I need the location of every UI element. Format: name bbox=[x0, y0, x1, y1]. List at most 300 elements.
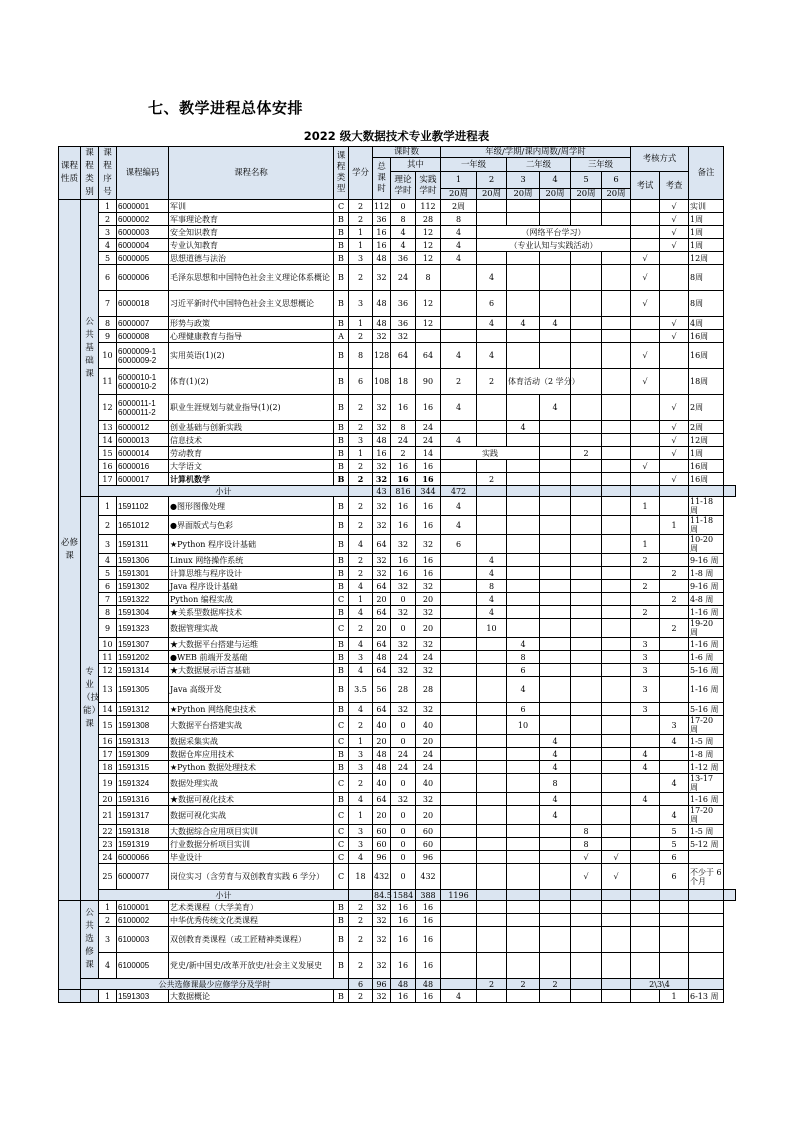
cell-total: 32 bbox=[373, 395, 391, 421]
cell-s2 bbox=[477, 761, 507, 774]
cell-s2: 4 bbox=[477, 567, 507, 580]
cell-s2 bbox=[477, 421, 507, 434]
cell-theory: 16 bbox=[391, 927, 416, 953]
cell-s2: 2 bbox=[477, 369, 507, 395]
cell-seq: 2 bbox=[99, 213, 117, 226]
cell-total: 32 bbox=[373, 567, 391, 580]
table-row bbox=[59, 825, 736, 838]
cell-name: 信息技术 bbox=[169, 434, 334, 447]
cell-s3 bbox=[507, 593, 540, 606]
cell-check: √ bbox=[660, 330, 689, 343]
cell-check: 6 bbox=[660, 864, 689, 890]
cell-s5 bbox=[571, 343, 602, 369]
cell-check bbox=[660, 677, 689, 703]
cell-s3 bbox=[507, 252, 540, 265]
cell-practice: 12 bbox=[416, 291, 441, 317]
cell-s6: √ bbox=[602, 851, 631, 864]
cell-s5 bbox=[571, 580, 602, 593]
table-row bbox=[59, 619, 736, 638]
cell-name: 形势与政策 bbox=[169, 317, 334, 330]
cell-note bbox=[689, 851, 724, 864]
cell-type: C bbox=[334, 716, 349, 735]
cell-theory: 24 bbox=[391, 748, 416, 761]
table-row bbox=[59, 953, 736, 979]
cell-s1 bbox=[441, 421, 477, 434]
cell-total: 108 bbox=[373, 369, 391, 395]
cell-s5 bbox=[571, 638, 602, 651]
cell-theory: 32 bbox=[391, 606, 416, 619]
cell-name: 劳动教育 bbox=[169, 447, 334, 460]
cell-exam: √ bbox=[631, 343, 660, 369]
cell-span123: 实践 bbox=[441, 447, 540, 460]
table-row bbox=[59, 213, 736, 226]
cell-seq: 20 bbox=[99, 793, 117, 806]
cell-practice: 472 bbox=[441, 486, 477, 497]
cell-s1 bbox=[441, 806, 477, 825]
cell-code: 6000001 bbox=[117, 200, 169, 213]
cell-theory: 0 bbox=[391, 200, 416, 213]
cell-exam bbox=[631, 213, 660, 226]
cell-check bbox=[660, 291, 689, 317]
cell-s5: √ bbox=[571, 851, 602, 864]
cell-name: ★Python 数据处理技术 bbox=[169, 761, 334, 774]
cell-exam bbox=[631, 447, 660, 460]
cell-total: 432 bbox=[373, 864, 391, 890]
cell-seq: 25 bbox=[99, 864, 117, 890]
cell-credit: 4 bbox=[349, 535, 373, 554]
cell-code: 6000017 bbox=[117, 473, 169, 486]
cell-s6 bbox=[602, 793, 631, 806]
cell-s6 bbox=[602, 638, 631, 651]
cell-check: 2 bbox=[660, 593, 689, 606]
cell-check bbox=[660, 265, 689, 291]
cell-type: A bbox=[334, 330, 349, 343]
cell-exam bbox=[631, 473, 660, 486]
cell-s5: 2 bbox=[571, 447, 602, 460]
cell-credit: 2 bbox=[349, 497, 373, 516]
cell-s4 bbox=[540, 716, 571, 735]
cell-exam: 2 bbox=[631, 554, 660, 567]
cell-theory: 0 bbox=[391, 825, 416, 838]
cell-label: 小计 bbox=[99, 890, 349, 901]
cell-exam bbox=[631, 806, 660, 825]
cell-credit: 4 bbox=[349, 664, 373, 677]
cell-s2 bbox=[477, 651, 507, 664]
cell-s5 bbox=[571, 567, 602, 580]
cell-name: 双创教育类课程（或工匠精神类课程） bbox=[169, 927, 334, 953]
cell-type: B bbox=[334, 793, 349, 806]
cell-practice: 112 bbox=[416, 200, 441, 213]
th-year3: 三年级 bbox=[571, 157, 631, 172]
cell-note: 1-16 周 bbox=[689, 606, 724, 619]
cell-s5: 8 bbox=[571, 838, 602, 851]
cell-s3 bbox=[507, 825, 540, 838]
cell-code: 6000004 bbox=[117, 239, 169, 252]
public-elective-label: 公共选修课 bbox=[81, 901, 99, 979]
cell-s6 bbox=[602, 606, 631, 619]
th-sem: 6 bbox=[602, 172, 631, 188]
cell-type: B bbox=[334, 990, 349, 1003]
cell-s2 bbox=[477, 735, 507, 748]
cell-exam bbox=[631, 200, 660, 213]
cell-note: 1-16 周 bbox=[689, 677, 724, 703]
cell-code: 1591312 bbox=[117, 703, 169, 716]
cell-type: B bbox=[334, 265, 349, 291]
cell-total: 48 bbox=[373, 748, 391, 761]
cell-s3 bbox=[507, 761, 540, 774]
cell-code: 6000066 bbox=[117, 851, 169, 864]
table-row bbox=[59, 914, 736, 927]
cell-name: ●图形图像处理 bbox=[169, 497, 334, 516]
th-weeks: 20周 bbox=[571, 188, 602, 200]
cell-check: 6 bbox=[660, 851, 689, 864]
cell-s1 bbox=[441, 864, 477, 890]
cell-s1 bbox=[441, 619, 477, 638]
cell-s5 bbox=[571, 473, 602, 486]
table-title: 2022 级大数据技术专业教学进程表 bbox=[303, 129, 490, 143]
cell-s1 bbox=[441, 838, 477, 851]
cell-code: 6000002 bbox=[117, 213, 169, 226]
cell-seq: 21 bbox=[99, 806, 117, 825]
cell-credit: 4 bbox=[349, 851, 373, 864]
cell-code: 1591318 bbox=[117, 825, 169, 838]
cell-credit: 8 bbox=[349, 343, 373, 369]
cell-seq: 6 bbox=[99, 265, 117, 291]
cell-name: 数据采集实战 bbox=[169, 735, 334, 748]
cell-name: 计算机数学 bbox=[169, 473, 334, 486]
cell-check: √ bbox=[660, 213, 689, 226]
cell-s5 bbox=[571, 252, 602, 265]
cell-exam: √ bbox=[631, 265, 660, 291]
cell-exam bbox=[631, 226, 660, 239]
cell-credit: 1 bbox=[349, 593, 373, 606]
cell-practice: 432 bbox=[416, 864, 441, 890]
cell-total: 48 bbox=[373, 651, 391, 664]
cell-total: 64 bbox=[373, 606, 391, 619]
cell-s1: 4 bbox=[441, 497, 477, 516]
table-row bbox=[59, 200, 736, 213]
cell-exam bbox=[631, 735, 660, 748]
cell-type: B bbox=[334, 434, 349, 447]
cell-total: 32 bbox=[373, 554, 391, 567]
cell-code: 6100005 bbox=[117, 953, 169, 979]
cell-s6 bbox=[602, 330, 631, 343]
cell-credit: 2 bbox=[349, 330, 373, 343]
cell-s2 bbox=[477, 806, 507, 825]
cell-code: 1591323 bbox=[117, 619, 169, 638]
cell-s2 bbox=[477, 716, 507, 735]
cell-code: 1591309 bbox=[117, 748, 169, 761]
cell-theory: 16 bbox=[391, 567, 416, 580]
cell-total: 32 bbox=[373, 990, 391, 1003]
cell-name: 大数据综合应用项目实训 bbox=[169, 825, 334, 838]
table-row bbox=[59, 735, 736, 748]
cell-s6 bbox=[602, 825, 631, 838]
cell-s2 bbox=[477, 252, 507, 265]
cell-credit: 3 bbox=[349, 761, 373, 774]
th-category: 课程类别 bbox=[81, 147, 99, 200]
cell-total: 64 bbox=[373, 793, 391, 806]
cell-seq: 19 bbox=[99, 774, 117, 793]
cell-name: 中华优秀传统文化类课程 bbox=[169, 914, 334, 927]
cell-s6 bbox=[602, 252, 631, 265]
cell-note: 17-20 周 bbox=[689, 806, 724, 825]
cell-s3 bbox=[507, 567, 540, 580]
cell-name: 心理健康教育与指导 bbox=[169, 330, 334, 343]
cell-name: 军训 bbox=[169, 200, 334, 213]
cell-s3 bbox=[507, 516, 540, 535]
cell-name: 创业基础与创新实践 bbox=[169, 421, 334, 434]
cell-theory: 36 bbox=[391, 291, 416, 317]
cell-s2 bbox=[477, 774, 507, 793]
cell-s5 bbox=[571, 703, 602, 716]
table-row bbox=[59, 703, 736, 716]
th-type: 课程类型 bbox=[334, 147, 349, 200]
cell-s4 bbox=[540, 265, 571, 291]
cell-credit: 2 bbox=[349, 200, 373, 213]
cell-type: B bbox=[334, 914, 349, 927]
cell-s3 bbox=[507, 213, 540, 226]
cell-credit: 2 bbox=[349, 990, 373, 1003]
th-check: 考查 bbox=[660, 172, 689, 200]
cell-s1 bbox=[441, 580, 477, 593]
cell-check: √ bbox=[660, 226, 689, 239]
cell-seq: 7 bbox=[99, 291, 117, 317]
cell-check: 1 bbox=[660, 990, 689, 1003]
cell-s4 bbox=[540, 664, 571, 677]
cell-check bbox=[660, 703, 689, 716]
cell-total: 48 bbox=[373, 252, 391, 265]
cell-note: 1-5 周 bbox=[689, 735, 724, 748]
cell-type: B bbox=[334, 677, 349, 703]
cell-note: 1-16 周 bbox=[689, 793, 724, 806]
cell-total: 32 bbox=[373, 473, 391, 486]
cell-practice: 16 bbox=[416, 554, 441, 567]
cell-s5 bbox=[571, 619, 602, 638]
cell-code: 6000016 bbox=[117, 460, 169, 473]
cell-s5 bbox=[571, 265, 602, 291]
cell-seq: 4 bbox=[99, 554, 117, 567]
cell-theory: 0 bbox=[391, 774, 416, 793]
cell-note: 13-17 周 bbox=[689, 774, 724, 793]
cell-s3: 6 bbox=[507, 703, 540, 716]
cell-note: 1-8 周 bbox=[689, 567, 724, 580]
cell-exam bbox=[631, 395, 660, 421]
cell-note: 16周 bbox=[689, 473, 724, 486]
cell-s6 bbox=[602, 806, 631, 825]
th-sem: 3 bbox=[507, 172, 540, 188]
cell-check bbox=[660, 554, 689, 567]
cell-credit: 3 bbox=[349, 252, 373, 265]
cell-theory: 16 bbox=[391, 395, 416, 421]
cell-s4 bbox=[540, 291, 571, 317]
cell-s1 bbox=[441, 567, 477, 580]
cell-s3 bbox=[507, 619, 540, 638]
table-row bbox=[59, 806, 736, 825]
cell-s4 bbox=[540, 851, 571, 864]
cell-s2: 10 bbox=[477, 619, 507, 638]
cell-note: 1周 bbox=[689, 213, 724, 226]
cell-s4 bbox=[540, 651, 571, 664]
cell-theory: 32 bbox=[391, 703, 416, 716]
cell-credit: 4 bbox=[349, 606, 373, 619]
cell-name: 艺术类课程（大学美育） bbox=[169, 901, 334, 914]
cell-seq: 5 bbox=[99, 252, 117, 265]
cell-s1: 8 bbox=[441, 213, 477, 226]
cell-s6 bbox=[602, 434, 631, 447]
cell-total: 16 bbox=[373, 226, 391, 239]
table-row bbox=[59, 421, 736, 434]
cell-s4 bbox=[540, 460, 571, 473]
cell-s5 bbox=[571, 554, 602, 567]
cell-s4 bbox=[540, 825, 571, 838]
cell-s1 bbox=[441, 265, 477, 291]
cell-code: 6000003 bbox=[117, 226, 169, 239]
table-row bbox=[59, 226, 736, 239]
cell-note: 19-20 周 bbox=[689, 619, 724, 638]
cell-type: C bbox=[334, 864, 349, 890]
cell-seq: 3 bbox=[99, 927, 117, 953]
cell-practice: 32 bbox=[416, 535, 441, 554]
table-row bbox=[59, 761, 736, 774]
cell-s4 bbox=[540, 838, 571, 851]
cell-note: 1周 bbox=[689, 447, 724, 460]
cell-practice: 16 bbox=[416, 497, 441, 516]
cell-s1 bbox=[441, 716, 477, 735]
cell-s6 bbox=[602, 838, 631, 851]
th-sem: 5 bbox=[571, 172, 602, 188]
cell-exam bbox=[631, 593, 660, 606]
cell-credit: 3 bbox=[349, 651, 373, 664]
cell-span34: 体育活动（2 学分） bbox=[507, 369, 571, 395]
cell-exam: 3 bbox=[631, 664, 660, 677]
cell-theory: 0 bbox=[391, 806, 416, 825]
cell-practice: 20 bbox=[416, 593, 441, 606]
cell-check: √ bbox=[660, 434, 689, 447]
cell-s3 bbox=[507, 497, 540, 516]
cell-check: √ bbox=[660, 317, 689, 330]
cell-type: B bbox=[334, 395, 349, 421]
cell-s6 bbox=[602, 716, 631, 735]
table-row bbox=[59, 447, 736, 460]
cell-s6 bbox=[602, 761, 631, 774]
cell-credit: 2 bbox=[349, 927, 373, 953]
cell-s1 bbox=[441, 330, 477, 343]
cell-s6 bbox=[602, 703, 631, 716]
cell-theory: 24 bbox=[391, 265, 416, 291]
cell-s3 bbox=[507, 554, 540, 567]
cell-code: 1591302 bbox=[117, 580, 169, 593]
cell-name: Linux 网络操作系统 bbox=[169, 554, 334, 567]
cell-name: 安全知识教育 bbox=[169, 226, 334, 239]
cell-s2: 4 bbox=[477, 606, 507, 619]
cell-s5 bbox=[571, 774, 602, 793]
cell-check bbox=[660, 369, 689, 395]
cell-note: 9-16 周 bbox=[689, 554, 724, 567]
cell-credit: 2 bbox=[349, 914, 373, 927]
cell-s4: 4 bbox=[540, 317, 571, 330]
cell-credit: 2 bbox=[349, 567, 373, 580]
cell-s3 bbox=[507, 291, 540, 317]
cell-s1: 4 bbox=[441, 990, 477, 1003]
cell-s2: 2 bbox=[477, 979, 507, 990]
cell-s2: 4 bbox=[477, 593, 507, 606]
elective-min-row bbox=[59, 979, 736, 990]
cell-s4: 4 bbox=[540, 793, 571, 806]
cell-note: 1-6 周 bbox=[689, 651, 724, 664]
cell-exam bbox=[631, 567, 660, 580]
cell-s6 bbox=[602, 516, 631, 535]
cell-total: 32 bbox=[373, 265, 391, 291]
cell-name: ★大数据展示语言基础 bbox=[169, 664, 334, 677]
cell-s5 bbox=[571, 213, 602, 226]
cell-practice: 96 bbox=[416, 851, 441, 864]
cell-code: 1591313 bbox=[117, 735, 169, 748]
cell-type: B bbox=[334, 580, 349, 593]
cell-s3 bbox=[507, 330, 540, 343]
cell-s3: 10 bbox=[507, 716, 540, 735]
cell-theory: 2 bbox=[391, 447, 416, 460]
cell-s2 bbox=[477, 838, 507, 851]
cell-seq: 14 bbox=[99, 434, 117, 447]
cell-exam bbox=[631, 851, 660, 864]
cell-credit: 2 bbox=[349, 421, 373, 434]
cell-exam: √ bbox=[631, 252, 660, 265]
cell-s3: 4 bbox=[507, 677, 540, 703]
cell-s4: 4 bbox=[540, 806, 571, 825]
cell-note: 1-16 周 bbox=[689, 638, 724, 651]
cell-note: 2周 bbox=[689, 395, 724, 421]
cell-seq: 1 bbox=[99, 990, 117, 1003]
cell-s4 bbox=[540, 677, 571, 703]
cell-s2 bbox=[477, 825, 507, 838]
cell-check bbox=[660, 606, 689, 619]
cell-theory: 8 bbox=[391, 213, 416, 226]
cell-code: 1591316 bbox=[117, 793, 169, 806]
cell-credit: 43 bbox=[373, 486, 391, 497]
cell-s4: 8 bbox=[540, 774, 571, 793]
cell-theory: 48 bbox=[391, 979, 416, 990]
cell-code: 1591306 bbox=[117, 554, 169, 567]
table-row bbox=[59, 793, 736, 806]
cell-theory: 32 bbox=[391, 580, 416, 593]
cell-practice: 64 bbox=[416, 343, 441, 369]
cell-seq: 9 bbox=[99, 619, 117, 638]
cell-s3 bbox=[507, 200, 540, 213]
cell-total: 96 bbox=[373, 979, 391, 990]
cell-type: B bbox=[334, 516, 349, 535]
cell-seq: 12 bbox=[99, 664, 117, 677]
th-year1: 一年级 bbox=[441, 157, 507, 172]
cell-s1 bbox=[441, 317, 477, 330]
cell-s1: 6 bbox=[441, 535, 477, 554]
cell-span: （专业认知与实践活动） bbox=[477, 239, 631, 252]
cell-note: 5-16 周 bbox=[689, 664, 724, 677]
cell-note: 5-12 周 bbox=[689, 838, 724, 851]
cell-theory: 0 bbox=[391, 864, 416, 890]
cell-theory: 16 bbox=[391, 516, 416, 535]
cell-s1 bbox=[441, 460, 477, 473]
cell-s5 bbox=[571, 291, 602, 317]
cell-theory: 4 bbox=[391, 239, 416, 252]
cell-credit: 18 bbox=[349, 864, 373, 890]
cell-credit: 2 bbox=[349, 901, 373, 914]
cell-type: B bbox=[334, 664, 349, 677]
cell-note: 1-5 周 bbox=[689, 825, 724, 838]
table-row bbox=[59, 239, 736, 252]
cell-name: ★大数据平台搭建与运维 bbox=[169, 638, 334, 651]
cell-type: C bbox=[334, 735, 349, 748]
